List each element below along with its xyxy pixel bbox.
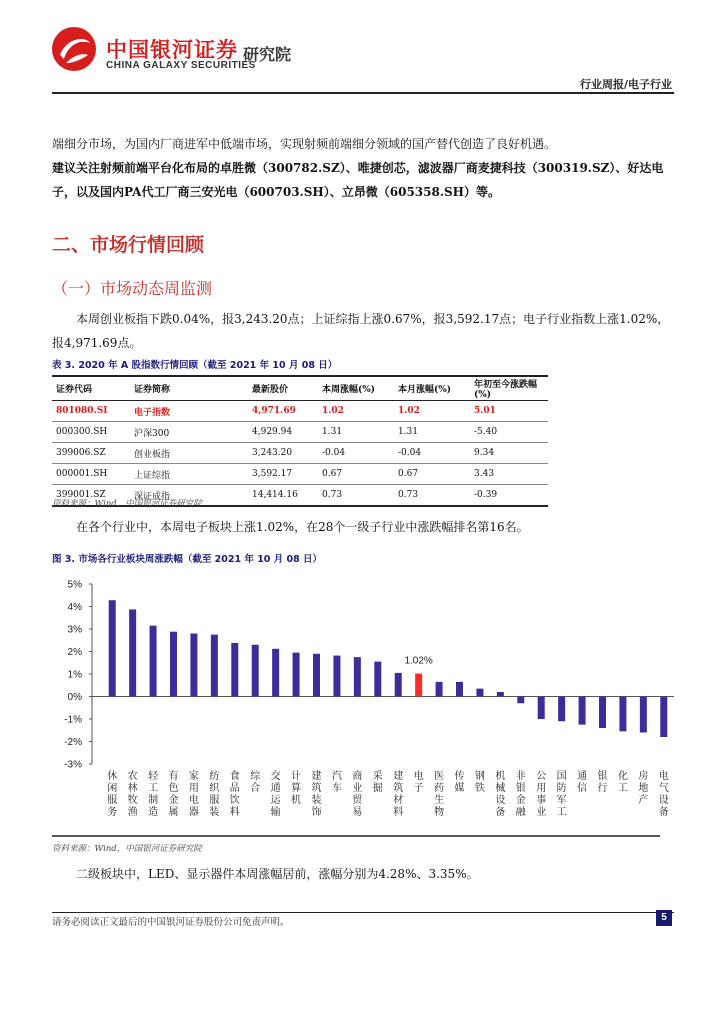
x-category-label: 机械设备	[495, 771, 506, 818]
report-category: 行业周报/电子行业	[579, 78, 672, 91]
footer-disclaimer: 请务必阅读正文最后的中国银河证券股份公司免责声明。	[52, 917, 290, 928]
bar	[333, 656, 340, 697]
table-cell: 上证综指	[130, 464, 248, 485]
table-cell: 0.73	[394, 485, 470, 507]
bar-highlight	[415, 674, 422, 697]
x-category-label: 综合	[250, 771, 261, 794]
paragraph-4: 二级板块中，LED、显示器件本周涨幅居前，涨幅分别为4.28%、3.35%。	[76, 867, 479, 881]
y-tick-label: 0%	[67, 692, 82, 703]
table-cell: 5.01	[470, 401, 548, 422]
x-category-label: 钢铁	[474, 771, 485, 794]
bar	[558, 697, 565, 722]
logo-english-name: CHINA GALAXY SECURITIES	[106, 60, 256, 71]
table-cell: 4,971.69	[248, 401, 318, 422]
page-number: 5	[656, 910, 672, 926]
table-cell: 深证成指	[130, 485, 248, 507]
bar	[231, 643, 238, 697]
y-tick-label: 1%	[67, 669, 82, 681]
figure-source: 资料来源：Wind，中国银河证券研究院	[52, 844, 202, 854]
figure-caption: 图 3. 市场各行业板块周涨跌幅（截至 2021 年 10 月 08 日）	[52, 554, 323, 565]
bar	[354, 657, 361, 696]
table-cell: 电子指数	[130, 401, 248, 422]
x-category-label: 国防军工	[556, 771, 567, 818]
table-cell: 4,929.94	[248, 422, 318, 443]
table-row	[52, 422, 548, 443]
table-cell: -0.39	[470, 485, 548, 507]
table-header-cell: 年初至今涨跌幅(%)	[470, 376, 548, 401]
x-category-label: 化工	[617, 771, 628, 794]
bar	[272, 649, 279, 697]
table-cell: 3,592.17	[248, 464, 318, 485]
paragraph-1-text: 端细分市场，为国内厂商进军中低端市场，实现射频前端细分领域的国产替代创造了良好机遇。	[52, 137, 557, 151]
x-category-label: 汽车	[331, 771, 342, 794]
index-table	[52, 375, 548, 507]
table-header-cell: 证券代码	[52, 376, 130, 401]
table-cell: 3,243.20	[248, 443, 318, 464]
bar	[640, 697, 647, 733]
table-cell: 3.43	[470, 464, 548, 485]
bar	[456, 682, 463, 697]
table-cell: 000001.SH	[52, 464, 130, 485]
paragraph-1-recommendation: 建议关注射频前端平台化布局的卓胜微（300782.SZ）、唯捷创芯，滤波器厂商麦捷科技（300319.SZ）、好达电子，以及国内PA代工厂商三安光电（600703.SH）、立昂微（605358.SH）等。	[52, 161, 664, 199]
bar	[313, 654, 320, 697]
bar	[150, 626, 157, 697]
table-cell: 1.31	[318, 422, 394, 443]
y-tick-label: 2%	[67, 647, 82, 658]
x-category-label: 轻工制造	[148, 771, 159, 818]
bar	[395, 673, 402, 697]
logo-institute: 研究院	[243, 45, 292, 64]
y-tick-label: -1%	[64, 714, 82, 726]
table-header-cell: 本周涨幅(%)	[318, 376, 394, 401]
x-category-label: 农林牧渔	[127, 771, 138, 818]
bar-data-label: 1.02%	[404, 655, 433, 667]
table-cell: 399001.SZ	[52, 485, 130, 507]
x-category-label: 医药生物	[434, 771, 445, 818]
table-header-row	[52, 376, 548, 401]
table-cell: 沪深300	[130, 422, 248, 443]
x-category-label: 家用电器	[188, 771, 199, 818]
bar	[619, 697, 626, 732]
x-category-label: 建筑材料	[393, 771, 404, 818]
bar	[190, 634, 197, 697]
table-row	[52, 464, 548, 485]
x-category-label: 计算机	[291, 771, 302, 806]
bar	[517, 697, 524, 704]
x-category-label: 非银金融	[515, 771, 526, 818]
table-row	[52, 401, 548, 422]
bar	[538, 697, 545, 720]
paragraph-2: 本周创业板指下跌0.04%，报3,243.20点；上证综指上涨0.67%，报3,592.17点；电子行业指数上涨1.02%，报4,971.69点。	[52, 312, 670, 350]
y-tick-label: -2%	[64, 737, 82, 748]
bar	[497, 692, 504, 697]
table-caption: 表 3. 2020 年 A 股指数行情回顾（截至 2021 年 10 月 08 日）	[52, 360, 338, 371]
x-category-label: 房地产	[638, 771, 649, 806]
bar	[129, 609, 136, 696]
x-category-label: 休闲服务	[107, 771, 118, 818]
x-category-label: 电子	[413, 771, 424, 794]
section-heading: 二、市场行情回顾	[52, 234, 205, 256]
table-cell: 1.02	[318, 401, 394, 422]
paragraph-1	[52, 132, 672, 204]
bar	[579, 697, 586, 725]
table-source: 资料来源：Wind，中国银河证券研究院	[52, 499, 202, 509]
table-cell: 000300.SH	[52, 422, 130, 443]
bar	[599, 697, 606, 729]
logo-chinese-name: 中国银河证券	[106, 38, 238, 62]
table-cell: 801080.SI	[52, 401, 130, 422]
x-category-label: 商业贸易	[352, 771, 363, 818]
table-cell: 0.73	[318, 485, 394, 507]
x-category-label: 通信	[577, 771, 588, 794]
x-category-label: 交通运输	[270, 771, 281, 818]
bar	[660, 697, 667, 738]
table-cell: -0.04	[318, 443, 394, 464]
table-cell: 0.67	[394, 464, 470, 485]
x-category-label: 传媒	[454, 771, 465, 794]
table-cell: 1.31	[394, 422, 470, 443]
bar	[476, 689, 483, 697]
bar	[252, 645, 259, 697]
x-category-label: 银行	[597, 771, 608, 794]
subsection-heading: （一）市场动态周监测	[52, 279, 213, 298]
bar	[374, 662, 381, 697]
x-category-label: 采掘	[372, 771, 383, 794]
y-tick-label: 3%	[67, 624, 82, 636]
header-rule	[52, 92, 674, 94]
y-tick-label: -3%	[64, 759, 82, 771]
table-cell: 14,414.16	[248, 485, 318, 507]
sector-bar-chart	[52, 569, 680, 837]
x-category-label: 公用事业	[536, 771, 547, 818]
table-cell: 0.67	[318, 464, 394, 485]
bar	[109, 600, 116, 696]
table-header-cell: 本月涨幅(%)	[394, 376, 470, 401]
x-category-label: 食品饮料	[229, 771, 240, 818]
x-category-label: 纺织服装	[209, 771, 220, 818]
footer-rule	[52, 912, 674, 913]
paragraph-3: 在各个行业中，本周电子板块上涨1.02%，在28个一级子行业中涨跌幅排名第16名。	[76, 520, 529, 534]
table-cell: -0.04	[394, 443, 470, 464]
company-logo-icon	[50, 25, 98, 73]
table-cell: 1.02	[394, 401, 470, 422]
x-category-label: 建筑装饰	[311, 771, 322, 818]
y-tick-label: 4%	[67, 602, 82, 613]
bar	[170, 632, 177, 697]
y-tick-label: 5%	[67, 579, 82, 591]
table-header-cell: 最新股价	[248, 376, 318, 401]
table-header-cell: 证券简称	[130, 376, 248, 401]
table-row	[52, 443, 548, 464]
table-cell: 9.34	[470, 443, 548, 464]
x-category-label: 有色金属	[168, 771, 179, 818]
table-cell: 创业板指	[130, 443, 248, 464]
bar	[211, 635, 218, 697]
bar	[293, 653, 300, 697]
table-cell: 399006.SZ	[52, 443, 130, 464]
table-cell: -5.40	[470, 422, 548, 443]
x-category-label: 电气设备	[658, 771, 669, 818]
bar	[436, 682, 443, 697]
